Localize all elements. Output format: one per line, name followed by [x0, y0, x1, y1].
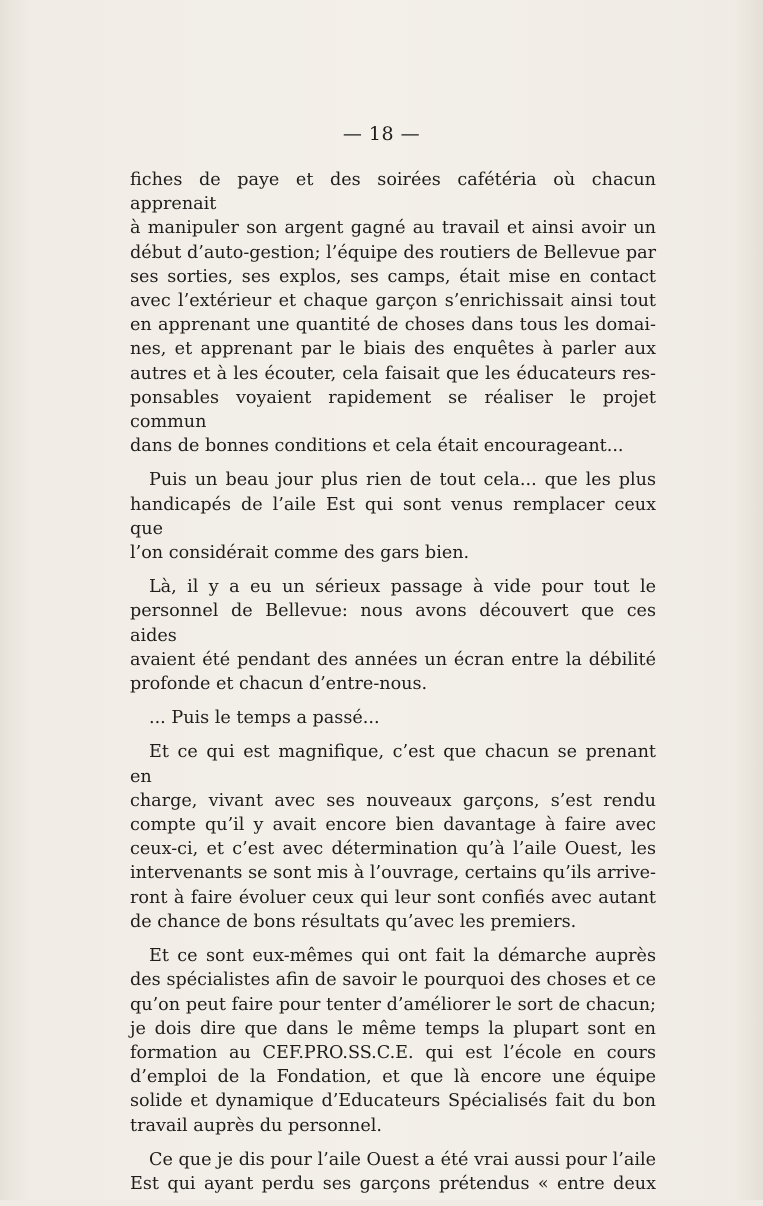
- text-line: compte qu’il y avait encore bien davantage à faire avec: [130, 815, 656, 836]
- paragraph: [130, 468, 656, 565]
- text-line: ... Puis le temps a passé...: [149, 708, 380, 729]
- body-text: [130, 168, 656, 1206]
- text-line: je dois dire que dans le même temps la plupart sont en: [130, 1018, 656, 1039]
- text-line: ponsables voyaient rapidement se réaliser le projet commun: [130, 387, 656, 433]
- text-line: formation au CEF.PRO.SS.C.E. qui est l’école en cours: [130, 1042, 656, 1063]
- text-line: qu’on peut faire pour tenter d’améliorer le sort de chacun;: [130, 994, 656, 1015]
- text-line: début d’auto-gestion; l’équipe des routiers de Bellevue par: [130, 242, 656, 263]
- text-line: ront à faire évoluer ceux qui leur sont confiés avec autant: [130, 887, 656, 908]
- text-line: à manipuler son argent gagné au travail et ainsi avoir un: [130, 218, 656, 239]
- text-line: solide et dynamique d’Educateurs Spécialisés fait du bon: [130, 1091, 656, 1112]
- text-line: l’on considérait comme des gars bien.: [130, 543, 470, 564]
- text-line: Là, il y a eu un sérieux passage à vide pour tout le: [149, 577, 656, 598]
- text-line: Puis un beau jour plus rien de tout cela... que les plus: [149, 470, 656, 491]
- text-line: d’emploi de la Fondation, et que là encore une équipe: [130, 1067, 656, 1088]
- paragraph: [130, 944, 656, 1138]
- paragraph: [130, 706, 656, 730]
- text-line: ceux-ci, et c’est avec détermination qu’à l’aile Ouest, les: [130, 839, 656, 860]
- text-line: Et ce qui est magnifique, c’est que chacun se prenant en: [130, 742, 656, 787]
- paragraph: [130, 740, 656, 934]
- text-line: personnel de Bellevue: nous avons découvert que ces aides: [130, 601, 656, 646]
- paragraph: [130, 1148, 656, 1196]
- text-line: de chance de bons résultats qu’avec les premiers.: [130, 911, 577, 932]
- text-line: des spécialistes afin de savoir le pourquoi des choses et ce: [130, 970, 656, 991]
- text-line: avaient été pendant des années un écran entre la débilité: [130, 649, 656, 670]
- text-line: dans de bonnes conditions et cela était encourageant...: [130, 436, 624, 457]
- text-line: Et ce sont eux-mêmes qui ont fait la démarche auprès: [149, 946, 656, 967]
- text-line: profonde et chacun d’entre-nous.: [130, 674, 428, 695]
- text-line: autres et à les écouter, cela faisait que les éducateurs res-: [130, 363, 656, 384]
- text-line: Ce que je dis pour l’aile Ouest a été vrai aussi pour l’aile: [149, 1149, 656, 1170]
- text-line: Est qui ayant perdu ses garçons prétendus « entre deux: [130, 1173, 656, 1194]
- text-line: travail auprès du personnel.: [130, 1115, 382, 1136]
- text-line: handicapés de l’aile Est qui sont venus remplacer ceux que: [130, 494, 656, 539]
- text-line: fiches de paye et des soirées cafétéria où chacun apprenait: [130, 170, 656, 215]
- paragraph: [130, 575, 656, 696]
- text-line: charge, vivant avec ses nouveaux garçons, s’est rendu: [130, 790, 656, 811]
- text-line: ses sorties, ses explos, ses camps, était mise en contact: [130, 266, 656, 287]
- text-line: en apprenant une quantité de choses dans tous les domai-: [130, 315, 656, 336]
- page-number: — 18 —: [342, 123, 421, 145]
- text-line: avec l’extérieur et chaque garçon s’enrichissait ainsi tout: [130, 291, 656, 312]
- text-line: nes, et apprenant par le biais des enquêtes à parler aux: [130, 339, 656, 360]
- paragraph: [130, 168, 656, 458]
- text-line: intervenants se sont mis à l’ouvrage, certains qu’ils arrive-: [130, 863, 656, 884]
